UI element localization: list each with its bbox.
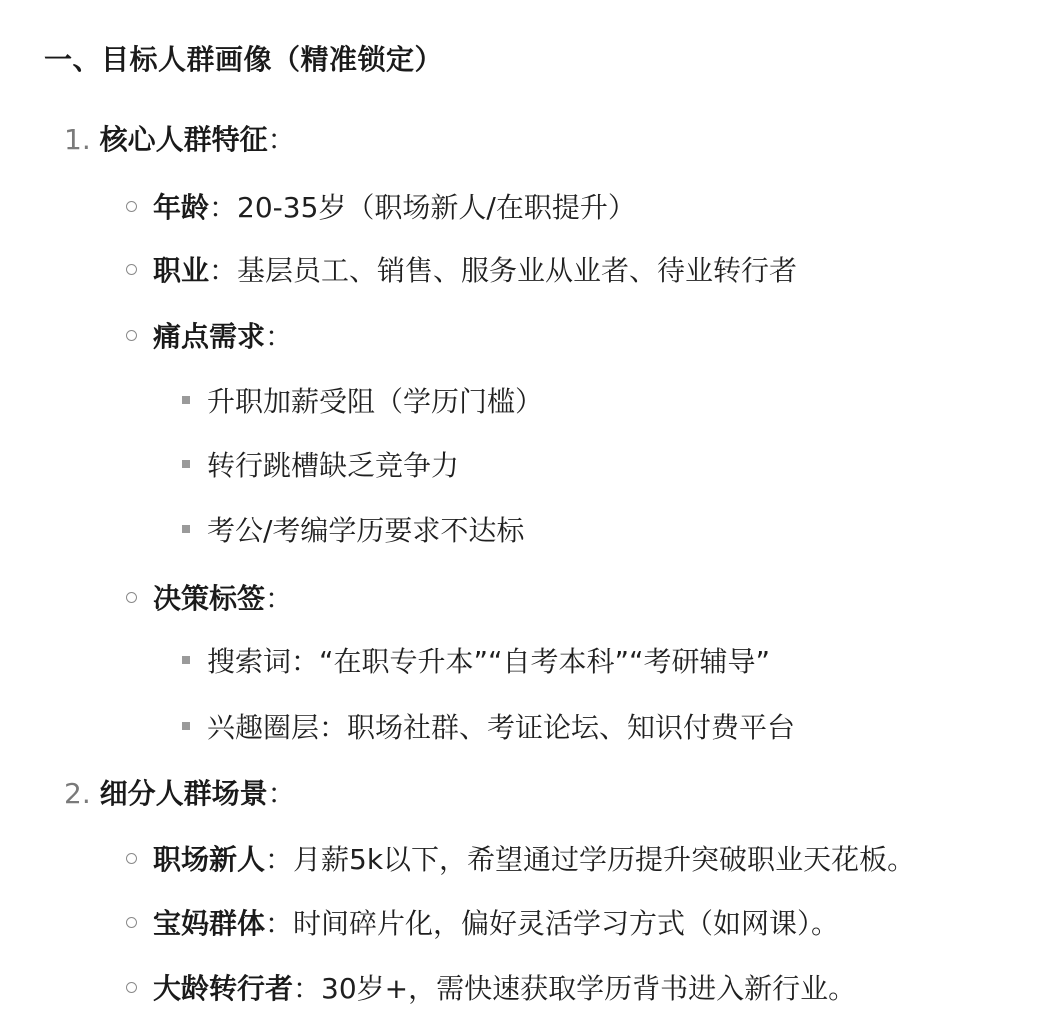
square-bullet-icon [182,460,190,468]
hollow-circle-bullet-icon [126,917,137,928]
list-item-title: 核心人群特征 [99,123,268,156]
item-label: 大龄转行者 [153,972,294,1005]
item-label: 职场新人 [153,843,266,876]
item-label: 职业 [153,254,210,287]
item-text: 时间碎片化，偏好灵活学习方式（如网课）。 [293,907,840,940]
item-text: 30岁+，需快速获取学历背书进入新行业。 [321,972,857,1005]
colon: ： [267,123,296,156]
sub-list-item [182,511,524,551]
sub-item-text: 考公/考编学历要求不达标 [207,514,525,547]
sub-list-item [182,708,795,748]
list-item-age [126,188,636,228]
sub-item-text: 兴趣圈层：职场社群、考证论坛、知识付费平台 [207,711,796,744]
list-item-segment-scenarios [64,774,296,814]
list-item-title: 细分人群场景 [99,777,268,810]
sub-list-item [182,382,543,422]
sub-item-text: 升职加薪受阻（学历门槛） [207,385,544,418]
hollow-circle-bullet-icon [126,592,137,603]
list-item-new-employees [126,840,915,880]
colon: ： [265,907,294,940]
colon: ： [293,972,322,1005]
item-label: 痛点需求 [153,320,266,353]
sub-list-item [182,642,770,682]
sub-list-item [182,446,459,486]
item-text: 月薪5k以下，希望通过学历提升突破职业天花板。 [293,843,916,876]
hollow-circle-bullet-icon [126,264,137,275]
colon: ： [265,582,294,615]
list-item-pain-points [126,317,293,357]
item-text: 基层员工、销售、服务业从业者、待业转行者 [237,254,798,287]
square-bullet-icon [182,396,190,404]
colon: ： [265,843,294,876]
hollow-circle-bullet-icon [126,982,137,993]
square-bullet-icon [182,525,190,533]
sub-item-text: 转行跳槽缺乏竞争力 [207,449,460,482]
item-label: 宝妈群体 [153,907,266,940]
colon: ： [209,254,238,287]
colon: ： [267,777,296,810]
item-label: 决策标签 [153,582,266,615]
list-item-core-features [64,120,296,160]
section-heading: 一、目标人群画像（精准锁定） [44,43,444,76]
hollow-circle-bullet-icon [126,201,137,212]
item-label: 年龄 [153,191,210,224]
item-text: 20-35岁（职场新人/在职提升） [237,191,636,224]
list-item-career-changers [126,969,856,1009]
hollow-circle-bullet-icon [126,853,137,864]
list-number: 2. [64,777,91,810]
square-bullet-icon [182,656,190,664]
colon: ： [265,320,294,353]
list-number: 1. [64,123,91,156]
sub-item-text: 搜索词：“在职专升本”“自考本科”“考研辅导” [207,645,771,678]
list-item-mothers [126,904,839,944]
list-item-decision-tags [126,579,293,619]
list-item-occupation [126,251,797,291]
hollow-circle-bullet-icon [126,330,137,341]
colon: ： [209,191,238,224]
square-bullet-icon [182,722,190,730]
